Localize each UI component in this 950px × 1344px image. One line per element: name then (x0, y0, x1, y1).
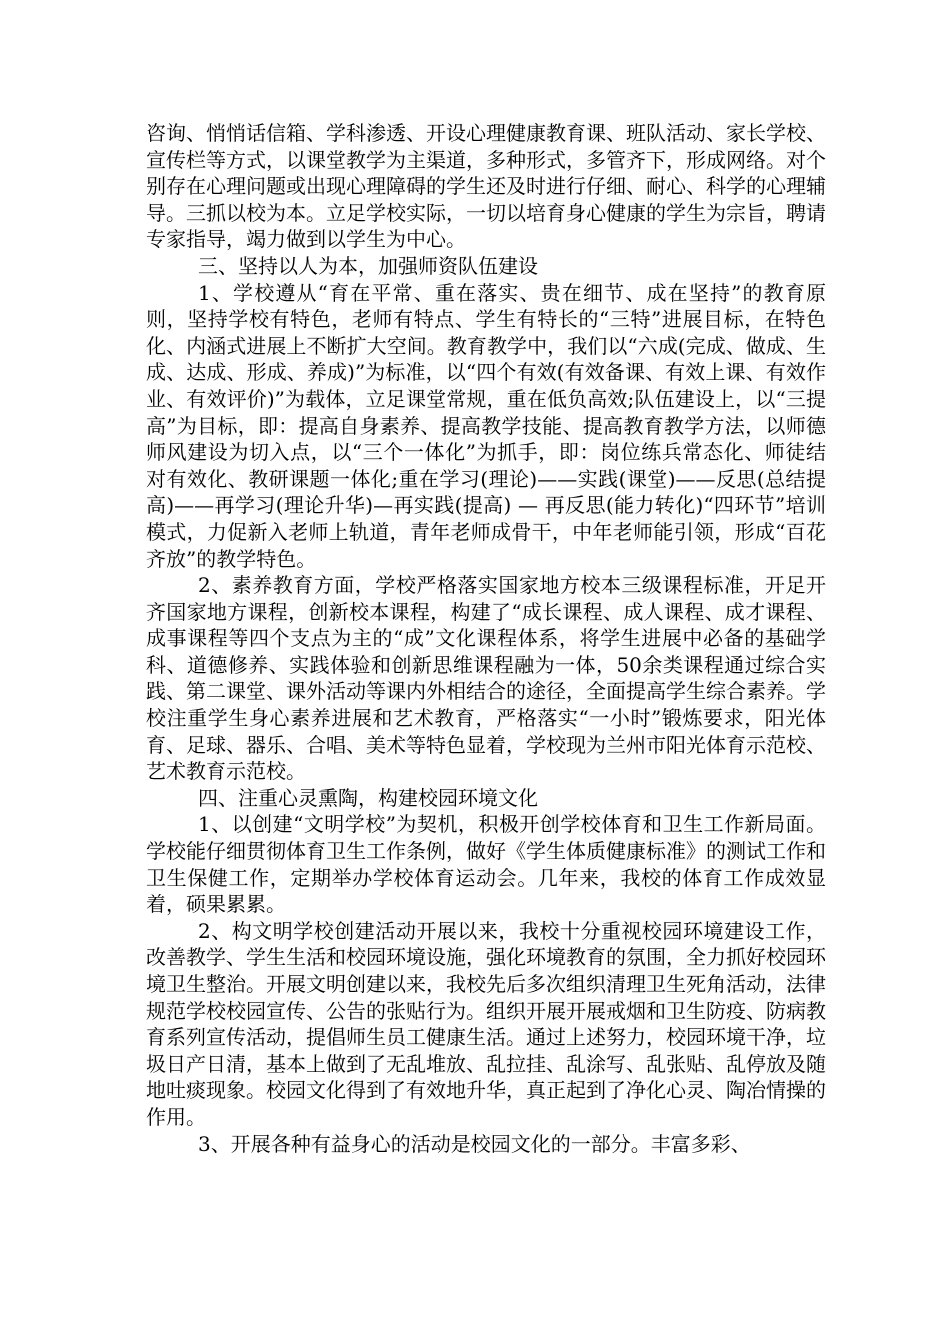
paragraph-4-3: 3、开展各种有益身心的活动是校园文化的一部分。丰富多彩、 (198, 1131, 751, 1156)
paragraph-4-2: 2、构文明学校创建活动开展以来，我校十分重视校园环境建设工作，改善教学、学生生活和校园环境设施，强化环境教育的氛围，全力抓好校园环境卫生整治。开展文明创建以来，我校先后多次组织清理卫生死角活动，法律规范学校校园宣传、公告的张贴行为。组织开展开展戒烟和卫生防疫、防病教育系列宣传活动，提倡师生员工健康生活。通过上述努力，校园环境干净，垃圾日产日清，基本上做到了无乱堆放、乱拉挂、乱涂写、乱张贴、乱停放及随地吐痰现象。校园文化得到了有效地升华，真正起到了净化心灵、陶冶情操的作用。 (146, 918, 826, 1129)
section-heading-4: 四、注重心灵熏陶，构建校园环境文化 (198, 785, 538, 810)
paragraph-4-1: 1、以创建“文明学校”为契机，积极开创学校体育和卫生工作新局面。学校能仔细贯彻体育卫生工作条例，做好《学生体质健康标准》的测试工作和卫生保健工作，定期举办学校体育运动会。几年来，我校的体育工作成效显着，硕果累累。 (146, 812, 826, 917)
section-heading-3: 三、坚持以人为本，加强师资队伍建设 (198, 253, 538, 278)
paragraph-3-2: 2、素养教育方面，学校严格落实国家地方校本三级课程标准，开足开齐国家地方课程，创新校本课程，构建了“成长课程、成人课程、成才课程、成事课程等四个支点为主的“成”文化课程体系，将学生进展中必备的基础学科、道德修养、实践体验和创新思维课程融为一体，50余类课程通过综合实践、第二课堂、课外活动等课内外相结合的途径，全面提高学生综合素养。学校注重学生身心素养进展和艺术教育，严格落实“一小时”锻炼要求，阳光体育、足球、器乐、合唱、美术等特色显着，学校现为兰州市阳光体育示范校、艺术教育示范校。 (146, 573, 826, 784)
paragraph-3-1: 1、学校遵从“育在平常、重在落实、贵在细节、成在坚持”的教育原则，坚持学校有特色，老师有特点、学生有特长的“三特”进展目标，在特色化、内涵式进展上不断扩大空间。教育教学中，我们以“六成(完成、做成、生成、达成、形成、养成)”为标准，以“四个有效(有效备课、有效上课、有效作业、有效评价)”为载体，立足课堂常规，重在低负高效;队伍建设上，以“三提高”为目标，即：提高自身素养、提高教学技能、提高教育教学方法，以师德师风建设为切入点，以“三个一体化”为抓手，即：岗位练兵常态化、师徒结对有效化、教研课题一体化;重在学习(理论)——实践(课堂)——反思(总结提高)——再学习(理论升华)—再实践(提高) — 再反思(能力转化)“四环节”培训模式，力促新入老师上轨道，青年老师成骨干，中年老师能引领，形成“百花齐放”的教学特色。 (146, 280, 826, 571)
paragraph-continuation: 咨询、悄悄话信箱、学科渗透、开设心理健康教育课、班队活动、家长学校、宣传栏等方式，以课堂教学为主渠道，多种形式，多管齐下，形成网络。对个别存在心理问题或出现心理障碍的学生还及时进行仔细、耐心、科学的心理辅导。三抓以校为本。立足学校实际，一切以培育身心健康的学生为宗旨，聘请专家指导，竭力做到以学生为中心。 (146, 121, 826, 252)
document-page (146, 120, 826, 1157)
